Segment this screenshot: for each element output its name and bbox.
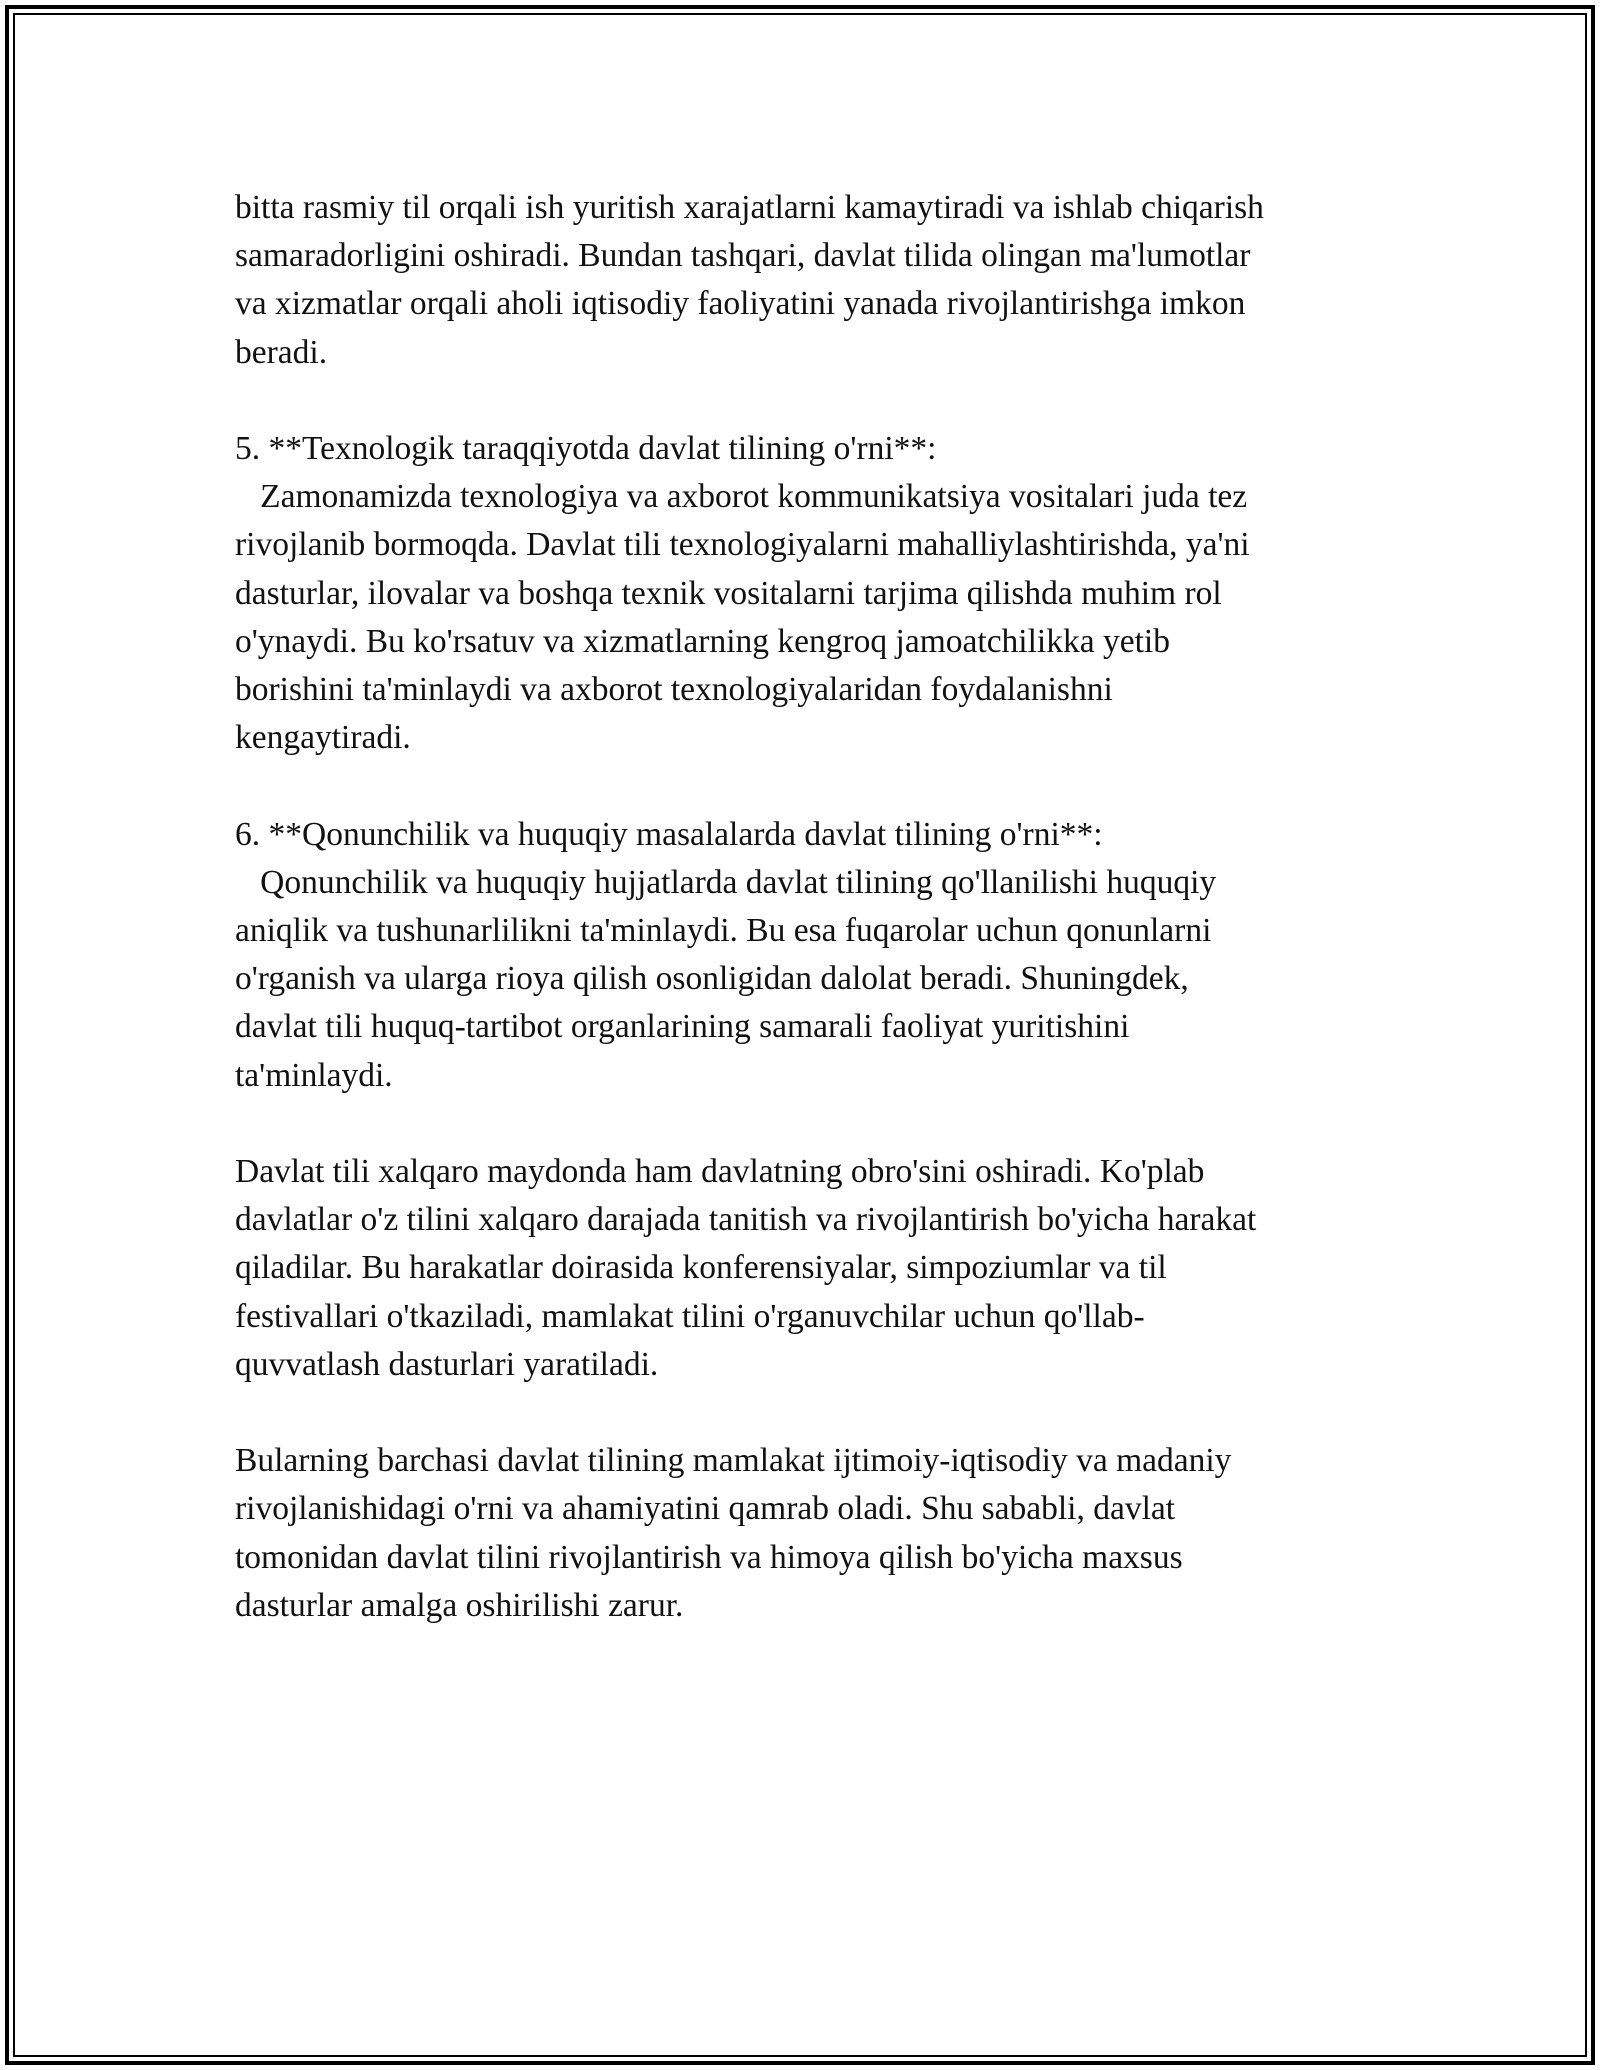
document-body [235, 184, 1395, 1630]
paragraph-legislation-section: 6. **Qonunchilik va huquqiy masalalarda davlat tilining o'rni**: Qonunchilik va huquqiy hujjatlarda davlat tilining qo'llanilishi huquqiy aniqlik va tushunarlilikni ta'minlaydi. Bu esa fuqarolar uchun qonunlarni o'rganish va ularga rioya qilish osonligidan dalolat beradi. Shuningdek, davlat tili huquq-tartibot organlarining samarali faoliyat yuritishini ta'minlaydi. [235, 815, 1217, 1094]
paragraph-technology-section: 5. **Texnologik taraqqiyotda davlat tilining o'rni**: Zamonamizda texnologiya va axborot kommunikatsiya vositalari juda tez rivojlanib bormoqda. Davlat tili texnologiyalarni mahalliylashtirishda, ya'ni dasturlar, ilovalar va boshqa texnik vositalarni tarjima qilishda muhim rol o'ynaydi. Bu ko'rsatuv va xizmatlarning kengroq jamoatchilikka yetib borishini ta'minlaydi va axborot texnologiyalaridan foydalanishni kengaytiradi. [235, 430, 1250, 757]
paragraph-international-prestige: Davlat tili xalqaro maydonda ham davlatning obro'sini oshiradi. Ko'plab davlatlar o'z tilini xalqaro darajada tanitish va rivojlantirish bo'yicha harakat qiladilar. Bu harakatlar doirasida konferensiyalar, simpoziumlar va til festivallari o'tkaziladi, mamlakat tilini o'rganuvchilar uchun qo'llab- quvvatlash dasturlari yaratiladi. [235, 1153, 1257, 1383]
paragraph-conclusion: Bularning barchasi davlat tilining mamlakat ijtimoiy-iqtisodiy va madaniy rivojlanishidagi o'rni va ahamiyatini qamrab oladi. Shu sababli, davlat tomonidan davlat tilini rivojlantirish va himoya qilish bo'yicha maxsus dasturlar amalga oshirilishi zarur. [235, 1442, 1232, 1624]
paragraph-economic-continuation: bitta rasmiy til orqali ish yuritish xarajatlarni kamaytiradi va ishlab chiqarish samaradorligini oshiradi. Bundan tashqari, davlat tilida olingan ma'lumotlar va xizmatlar orqali aholi iqtisodiy faoliyatini yanada rivojlantirishga imkon beradi. [235, 189, 1264, 371]
